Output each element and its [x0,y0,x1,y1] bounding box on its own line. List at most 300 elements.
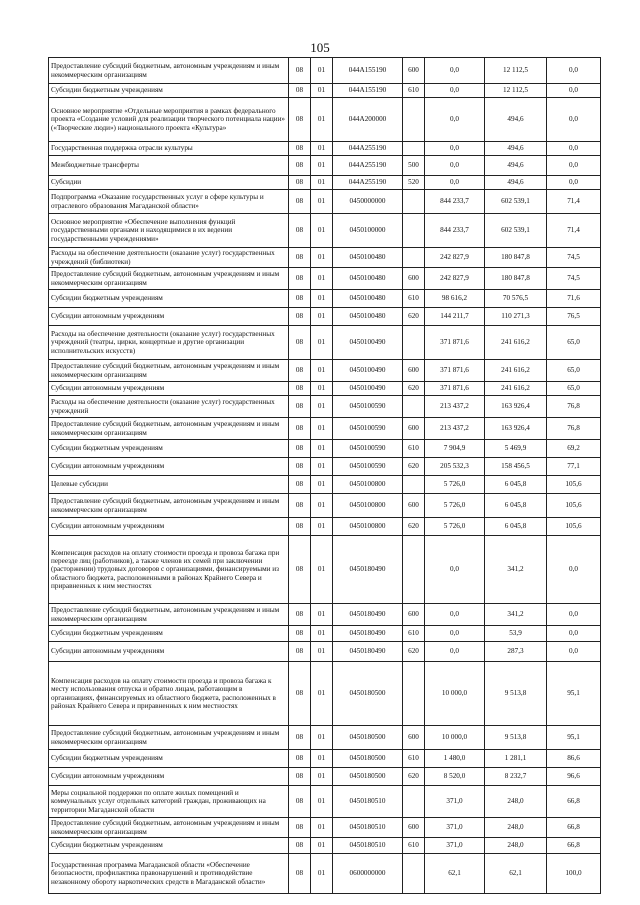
expense-type-cell [403,662,425,726]
table-row [49,360,601,382]
executed-amount-cell: 248,0 [485,818,547,838]
table-row [49,750,601,768]
planned-amount-cell: 371 871,6 [425,360,485,382]
table-row [49,604,601,626]
table-row [49,156,601,176]
planned-amount-cell: 213 437,2 [425,396,485,418]
subsection-cell: 01 [311,214,333,248]
target-code-cell: 0450100590 [333,440,403,458]
subsection-cell: 01 [311,290,333,308]
section-cell: 08 [289,854,311,894]
expense-type-cell [403,786,425,818]
planned-amount-cell: 0,0 [425,58,485,84]
section-cell: 08 [289,290,311,308]
planned-amount-cell: 0,0 [425,156,485,176]
percent-cell: 105,6 [547,494,601,518]
section-cell: 08 [289,458,311,476]
table-row [49,458,601,476]
percent-cell: 0,0 [547,98,601,142]
expense-type-cell: 600 [403,726,425,750]
expense-type-cell: 620 [403,458,425,476]
section-cell: 08 [289,662,311,726]
row-name-cell: Компенсация расходов на оплату стоимости проезда и провоза багажа при переезде лиц (работников), а также членов их семей при заключении (расторжении) трудовых договоров с организациями, финансируемыми из областного бюджета, расположенными в районах Крайнего Севера и приравненных к ним местностях [49,536,289,604]
target-code-cell: 0450180510 [333,786,403,818]
subsection-cell: 01 [311,838,333,854]
percent-cell: 74,5 [547,268,601,290]
planned-amount-cell: 0,0 [425,176,485,190]
expense-type-cell: 600 [403,268,425,290]
row-name-cell: Предоставление субсидий бюджетным, автономным учреждениям и иным некоммерческим организациям [49,604,289,626]
percent-cell: 77,1 [547,458,601,476]
expense-type-cell: 600 [403,818,425,838]
executed-amount-cell: 494,6 [485,98,547,142]
table-row [49,290,601,308]
subsection-cell: 01 [311,726,333,750]
row-name-cell: Государственная программа Магаданской области «Обеспечение безопасности, профилактика правонарушений и противодействие незаконному обороту наркотических средств в Магаданской области» [49,854,289,894]
expense-type-cell: 520 [403,176,425,190]
percent-cell: 96,6 [547,768,601,786]
subsection-cell: 01 [311,308,333,326]
subsection-cell: 01 [311,768,333,786]
table-row [49,626,601,642]
planned-amount-cell: 371 871,6 [425,382,485,396]
planned-amount-cell: 844 233,7 [425,190,485,214]
percent-cell: 71,6 [547,290,601,308]
target-code-cell: 0450100800 [333,518,403,536]
percent-cell: 95,1 [547,726,601,750]
expense-type-cell [403,476,425,494]
target-code-cell: 0450180500 [333,662,403,726]
executed-amount-cell: 287,3 [485,642,547,662]
planned-amount-cell: 62,1 [425,854,485,894]
subsection-cell: 01 [311,642,333,662]
section-cell: 08 [289,142,311,156]
subsection-cell: 01 [311,440,333,458]
target-code-cell: 0450100490 [333,382,403,396]
section-cell: 08 [289,58,311,84]
executed-amount-cell: 62,1 [485,854,547,894]
row-name-cell: Компенсация расходов на оплату стоимости проезда и провоза багажа к месту использования отпуска и обратно лицам, работающим в организациях, финансируемых из областного бюджета, расположенных в районах Крайнего Севера и приравненных к ним местностях [49,662,289,726]
table-row [49,418,601,440]
target-code-cell: 0450100480 [333,308,403,326]
target-code-cell: 0450180510 [333,818,403,838]
row-name-cell: Основное мероприятие «Отдельные мероприятия в рамках федерального проекта «Создание условий для реализации творческого потенциала нации» («Творческие люди») национального проекта «Культура» [49,98,289,142]
expense-type-cell [403,536,425,604]
row-name-cell: Расходы на обеспечение деятельности (оказание услуг) государственных учреждений (театры, цирки, концертные и другие организации исполнительских искусств) [49,326,289,360]
row-name-cell: Субсидии бюджетным учреждениям [49,290,289,308]
executed-amount-cell: 6 045,8 [485,518,547,536]
target-code-cell: 0450180490 [333,642,403,662]
section-cell: 08 [289,626,311,642]
table-row [49,58,601,84]
row-name-cell: Подпрограмма «Оказание государственных услуг в сфере культуры и отраслевого образования Магаданской области» [49,190,289,214]
planned-amount-cell: 1 480,0 [425,750,485,768]
target-code-cell: 044A255190 [333,176,403,190]
expense-type-cell [403,326,425,360]
executed-amount-cell: 6 045,8 [485,476,547,494]
row-name-cell: Субсидии бюджетным учреждениям [49,84,289,98]
subsection-cell: 01 [311,536,333,604]
percent-cell: 76,8 [547,418,601,440]
percent-cell: 0,0 [547,642,601,662]
percent-cell: 66,8 [547,818,601,838]
section-cell: 08 [289,214,311,248]
expense-type-cell: 620 [403,768,425,786]
executed-amount-cell: 494,6 [485,176,547,190]
table-row [49,818,601,838]
row-name-cell: Предоставление субсидий бюджетным, автономным учреждениям и иным некоммерческим организациям [49,726,289,750]
executed-amount-cell: 602 539,1 [485,190,547,214]
section-cell: 08 [289,786,311,818]
planned-amount-cell: 371 871,6 [425,326,485,360]
row-name-cell: Меры социальной поддержки по оплате жилых помещений и коммунальных услуг отдельных категорий граждан, проживающих на территории Магаданской области [49,786,289,818]
row-name-cell: Расходы на обеспечение деятельности (оказание услуг) государственных учреждений [49,396,289,418]
percent-cell: 66,8 [547,838,601,854]
target-code-cell: 0450100480 [333,268,403,290]
percent-cell: 74,5 [547,248,601,268]
subsection-cell: 01 [311,418,333,440]
planned-amount-cell: 144 211,7 [425,308,485,326]
planned-amount-cell: 5 726,0 [425,494,485,518]
subsection-cell: 01 [311,604,333,626]
budget-table [48,57,601,894]
executed-amount-cell: 241 616,2 [485,360,547,382]
section-cell: 08 [289,518,311,536]
subsection-cell: 01 [311,156,333,176]
expense-type-cell: 610 [403,626,425,642]
row-name-cell: Субсидии бюджетным учреждениям [49,440,289,458]
percent-cell: 0,0 [547,626,601,642]
row-name-cell: Предоставление субсидий бюджетным, автономным учреждениям и иным некоммерческим организациям [49,360,289,382]
expense-type-cell [403,190,425,214]
row-name-cell: Межбюджетные трансферты [49,156,289,176]
section-cell: 08 [289,382,311,396]
table-row [49,768,601,786]
percent-cell: 105,6 [547,518,601,536]
percent-cell: 86,6 [547,750,601,768]
planned-amount-cell: 5 726,0 [425,476,485,494]
executed-amount-cell: 8 232,7 [485,768,547,786]
table-body [49,58,601,894]
executed-amount-cell: 602 539,1 [485,214,547,248]
row-name-cell: Субсидии бюджетным учреждениям [49,750,289,768]
row-name-cell: Субсидии бюджетным учреждениям [49,626,289,642]
subsection-cell: 01 [311,326,333,360]
expense-type-cell: 600 [403,360,425,382]
table-row [49,642,601,662]
target-code-cell: 044A155190 [333,58,403,84]
target-code-cell: 0450180500 [333,750,403,768]
planned-amount-cell: 0,0 [425,142,485,156]
expense-type-cell [403,98,425,142]
executed-amount-cell: 163 926,4 [485,396,547,418]
section-cell: 08 [289,440,311,458]
page-number: 105 [310,40,330,55]
section-cell: 08 [289,190,311,214]
row-name-cell: Субсидии бюджетным учреждениям [49,838,289,854]
percent-cell: 66,8 [547,786,601,818]
section-cell: 08 [289,750,311,768]
planned-amount-cell: 0,0 [425,642,485,662]
table-row [49,536,601,604]
executed-amount-cell: 53,9 [485,626,547,642]
subsection-cell: 01 [311,476,333,494]
table-row [49,476,601,494]
table-row [49,190,601,214]
section-cell: 08 [289,642,311,662]
executed-amount-cell: 70 576,5 [485,290,547,308]
row-name-cell: Субсидии автономным учреждениям [49,642,289,662]
percent-cell: 0,0 [547,84,601,98]
expense-type-cell: 600 [403,58,425,84]
table-row [49,854,601,894]
planned-amount-cell: 371,0 [425,818,485,838]
row-name-cell: Субсидии автономным учреждениям [49,458,289,476]
executed-amount-cell: 9 513,8 [485,662,547,726]
executed-amount-cell: 494,6 [485,156,547,176]
row-name-cell: Целевые субсидии [49,476,289,494]
subsection-cell: 01 [311,176,333,190]
planned-amount-cell: 844 233,7 [425,214,485,248]
percent-cell: 0,0 [547,58,601,84]
target-code-cell: 0450100590 [333,396,403,418]
target-code-cell: 044A255190 [333,142,403,156]
section-cell: 08 [289,98,311,142]
executed-amount-cell: 9 513,8 [485,726,547,750]
expense-type-cell [403,396,425,418]
planned-amount-cell: 10 000,0 [425,726,485,750]
row-name-cell: Предоставление субсидий бюджетным, автономным учреждениям и иным некоммерческим организациям [49,58,289,84]
table-row [49,84,601,98]
section-cell: 08 [289,726,311,750]
executed-amount-cell: 248,0 [485,838,547,854]
subsection-cell: 01 [311,818,333,838]
expense-type-cell: 610 [403,290,425,308]
table-row [49,382,601,396]
expense-type-cell [403,142,425,156]
expense-type-cell: 610 [403,838,425,854]
percent-cell: 76,5 [547,308,601,326]
row-name-cell: Субсидии [49,176,289,190]
planned-amount-cell: 8 520,0 [425,768,485,786]
section-cell: 08 [289,536,311,604]
table-row [49,142,601,156]
table-row [49,494,601,518]
planned-amount-cell: 0,0 [425,98,485,142]
row-name-cell: Основное мероприятие «Обеспечение выполнения функций государственными органами и находящимися в их ведении государственными учреждениями» [49,214,289,248]
section-cell: 08 [289,604,311,626]
planned-amount-cell: 213 437,2 [425,418,485,440]
target-code-cell: 0450100490 [333,326,403,360]
section-cell: 08 [289,268,311,290]
percent-cell: 0,0 [547,142,601,156]
planned-amount-cell: 242 827,9 [425,248,485,268]
row-name-cell: Субсидии автономным учреждениям [49,308,289,326]
table-row [49,662,601,726]
target-code-cell: 0450100490 [333,360,403,382]
subsection-cell: 01 [311,382,333,396]
table-row [49,268,601,290]
row-name-cell: Предоставление субсидий бюджетным, автономным учреждениям и иным некоммерческим организациям [49,818,289,838]
subsection-cell: 01 [311,360,333,382]
target-code-cell: 044A255190 [333,156,403,176]
expense-type-cell: 620 [403,308,425,326]
row-name-cell: Субсидии автономным учреждениям [49,768,289,786]
expense-type-cell: 600 [403,494,425,518]
percent-cell: 0,0 [547,156,601,176]
expense-type-cell: 620 [403,382,425,396]
target-code-cell: 0450100480 [333,290,403,308]
section-cell: 08 [289,476,311,494]
table-row [49,308,601,326]
planned-amount-cell: 205 532,3 [425,458,485,476]
target-code-cell: 0600000000 [333,854,403,894]
subsection-cell: 01 [311,84,333,98]
row-name-cell: Предоставление субсидий бюджетным, автономным учреждениям и иным некоммерческим организациям [49,418,289,440]
executed-amount-cell: 180 847,8 [485,268,547,290]
planned-amount-cell: 0,0 [425,84,485,98]
percent-cell: 0,0 [547,536,601,604]
section-cell: 08 [289,156,311,176]
target-code-cell: 0450180510 [333,838,403,854]
row-name-cell: Предоставление субсидий бюджетным, автономным учреждениям и иным некоммерческим организациям [49,268,289,290]
planned-amount-cell: 0,0 [425,536,485,604]
table-row [49,518,601,536]
row-name-cell: Расходы на обеспечение деятельности (оказание услуг) государственных учреждений (библиотеки) [49,248,289,268]
subsection-cell: 01 [311,494,333,518]
row-name-cell: Государственная поддержка отрасли культуры [49,142,289,156]
planned-amount-cell: 98 616,2 [425,290,485,308]
subsection-cell: 01 [311,518,333,536]
section-cell: 08 [289,84,311,98]
percent-cell: 0,0 [547,604,601,626]
section-cell: 08 [289,838,311,854]
executed-amount-cell: 12 112,5 [485,84,547,98]
expense-type-cell: 600 [403,604,425,626]
table-row [49,786,601,818]
subsection-cell: 01 [311,458,333,476]
subsection-cell: 01 [311,190,333,214]
executed-amount-cell: 1 281,1 [485,750,547,768]
planned-amount-cell: 371,0 [425,838,485,854]
percent-cell: 71,4 [547,214,601,248]
expense-type-cell: 500 [403,156,425,176]
percent-cell: 65,0 [547,382,601,396]
table-row [49,326,601,360]
table-row [49,440,601,458]
target-code-cell: 0450180490 [333,626,403,642]
expense-type-cell: 620 [403,642,425,662]
target-code-cell: 0450100590 [333,458,403,476]
planned-amount-cell: 5 726,0 [425,518,485,536]
target-code-cell: 0450100800 [333,476,403,494]
percent-cell: 100,0 [547,854,601,894]
executed-amount-cell: 12 112,5 [485,58,547,84]
table-row [49,98,601,142]
target-code-cell: 0450100000 [333,214,403,248]
planned-amount-cell: 0,0 [425,604,485,626]
planned-amount-cell: 0,0 [425,626,485,642]
percent-cell: 65,0 [547,360,601,382]
section-cell: 08 [289,360,311,382]
row-name-cell: Предоставление субсидий бюджетным, автономным учреждениям и иным некоммерческим организациям [49,494,289,518]
section-cell: 08 [289,396,311,418]
subsection-cell: 01 [311,626,333,642]
expense-type-cell: 610 [403,750,425,768]
section-cell: 08 [289,248,311,268]
executed-amount-cell: 110 271,3 [485,308,547,326]
table-row [49,248,601,268]
section-cell: 08 [289,308,311,326]
percent-cell: 65,0 [547,326,601,360]
subsection-cell: 01 [311,248,333,268]
section-cell: 08 [289,768,311,786]
subsection-cell: 01 [311,98,333,142]
executed-amount-cell: 163 926,4 [485,418,547,440]
expense-type-cell: 620 [403,518,425,536]
executed-amount-cell: 5 469,9 [485,440,547,458]
subsection-cell: 01 [311,268,333,290]
percent-cell: 76,8 [547,396,601,418]
percent-cell: 69,2 [547,440,601,458]
executed-amount-cell: 341,2 [485,536,547,604]
executed-amount-cell: 180 847,8 [485,248,547,268]
expense-type-cell: 600 [403,418,425,440]
subsection-cell: 01 [311,750,333,768]
expense-type-cell [403,214,425,248]
table-row [49,396,601,418]
executed-amount-cell: 248,0 [485,786,547,818]
expense-type-cell: 610 [403,440,425,458]
table-row [49,726,601,750]
row-name-cell: Субсидии автономным учреждениям [49,518,289,536]
percent-cell: 105,6 [547,476,601,494]
table-row [49,176,601,190]
target-code-cell: 0450180500 [333,768,403,786]
planned-amount-cell: 10 000,0 [425,662,485,726]
row-name-cell: Субсидии автономным учреждениям [49,382,289,396]
section-cell: 08 [289,326,311,360]
target-code-cell: 0450100590 [333,418,403,440]
expense-type-cell: 610 [403,84,425,98]
subsection-cell: 01 [311,58,333,84]
target-code-cell: 0450100480 [333,248,403,268]
expense-type-cell [403,248,425,268]
target-code-cell: 0450180490 [333,604,403,626]
target-code-cell: 0450000000 [333,190,403,214]
subsection-cell: 01 [311,662,333,726]
percent-cell: 0,0 [547,176,601,190]
percent-cell: 71,4 [547,190,601,214]
section-cell: 08 [289,818,311,838]
target-code-cell: 0450180490 [333,536,403,604]
table-row [49,214,601,248]
table-row [49,838,601,854]
subsection-cell: 01 [311,854,333,894]
target-code-cell: 0450100800 [333,494,403,518]
subsection-cell: 01 [311,786,333,818]
subsection-cell: 01 [311,142,333,156]
executed-amount-cell: 158 456,5 [485,458,547,476]
planned-amount-cell: 7 904,9 [425,440,485,458]
target-code-cell: 044A155190 [333,84,403,98]
target-code-cell: 0450180500 [333,726,403,750]
section-cell: 08 [289,176,311,190]
section-cell: 08 [289,418,311,440]
planned-amount-cell: 371,0 [425,786,485,818]
percent-cell: 95,1 [547,662,601,726]
section-cell: 08 [289,494,311,518]
